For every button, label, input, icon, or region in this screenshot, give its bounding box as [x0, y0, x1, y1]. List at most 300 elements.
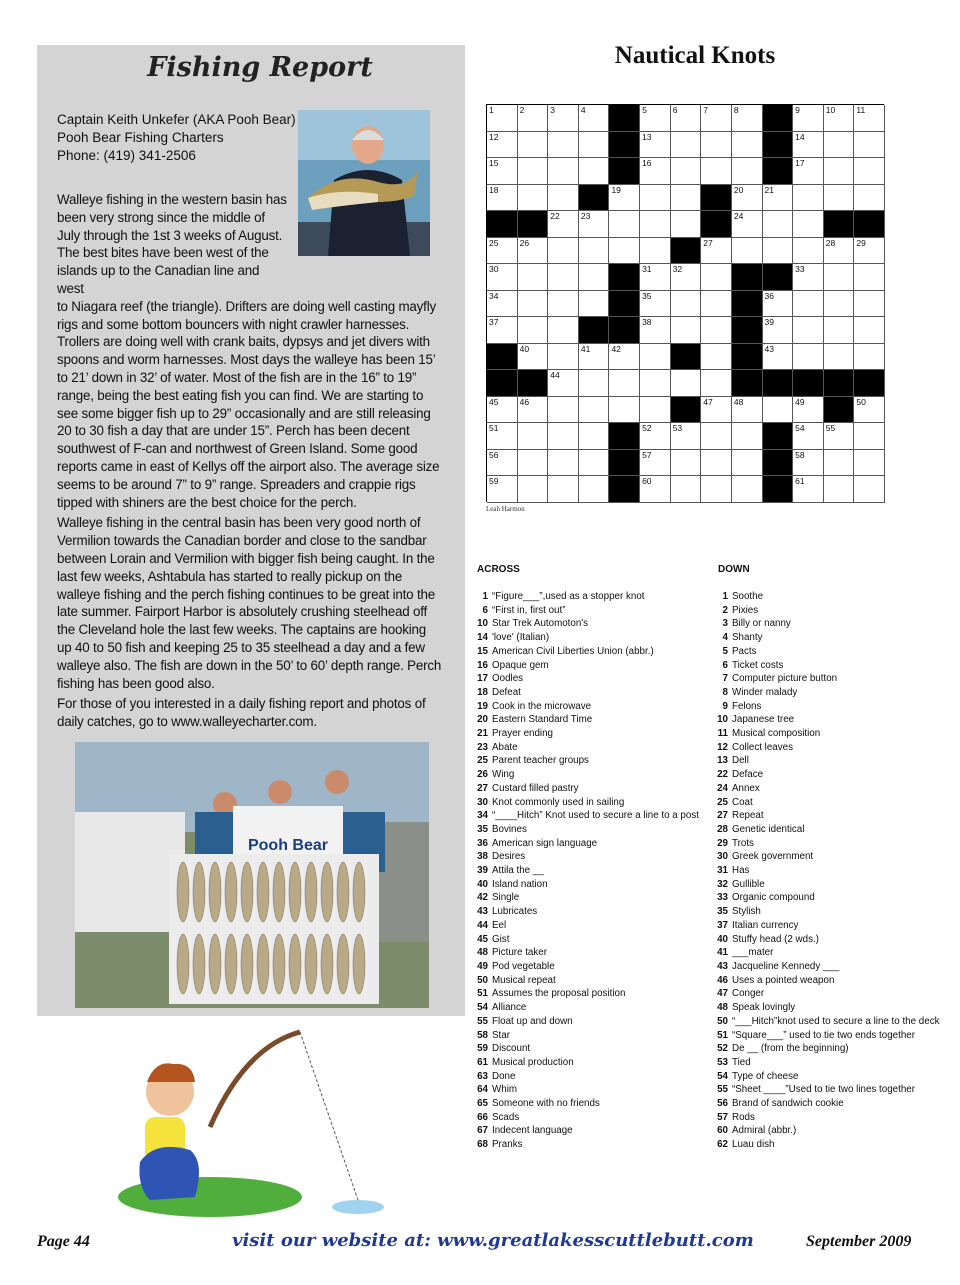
clue-number: 67	[477, 1125, 488, 1137]
clue-number: 5	[722, 645, 728, 657]
clue-item	[714, 933, 940, 947]
cell-number: 36	[764, 290, 774, 301]
grid-cell[interactable]	[824, 344, 855, 371]
grid-cell[interactable]	[763, 185, 794, 212]
clue-number: 49	[477, 960, 488, 972]
clue-number: 32	[717, 878, 728, 890]
clue-item	[714, 1001, 940, 1015]
grid-cell[interactable]	[701, 397, 732, 424]
grid-cell[interactable]	[854, 264, 885, 291]
grid-cell[interactable]	[609, 185, 640, 212]
clue-text: Billy or nanny	[732, 618, 791, 630]
grid-cell[interactable]	[824, 105, 855, 132]
grid-block	[824, 370, 855, 397]
grid-block	[701, 185, 732, 212]
grid-cell[interactable]	[671, 264, 702, 291]
crossword-grid[interactable]	[486, 104, 884, 502]
grid-cell[interactable]	[854, 158, 885, 185]
grid-cell[interactable]	[487, 238, 518, 265]
clue-item	[474, 796, 702, 810]
clue-text: Felons	[732, 700, 762, 712]
clue-number: 57	[717, 1111, 728, 1123]
report-title: Fishing Report	[147, 52, 373, 83]
clue-item	[714, 1138, 940, 1152]
grid-cell[interactable]	[732, 185, 763, 212]
clue-text: Dell	[732, 755, 749, 767]
grid-cell[interactable]	[579, 264, 610, 291]
grid-cell[interactable]	[579, 344, 610, 371]
clue-item	[714, 617, 940, 631]
grid-cell[interactable]	[701, 344, 732, 371]
grid-cell[interactable]	[640, 317, 671, 344]
clue-item	[714, 1097, 940, 1111]
grid-cell[interactable]	[732, 211, 763, 238]
clue-text: Shanty	[732, 632, 763, 644]
grid-cell[interactable]	[640, 450, 671, 477]
clue-number: 36	[477, 837, 488, 849]
clue-number: 43	[477, 906, 488, 918]
grid-cell[interactable]	[579, 397, 610, 424]
grid-cell[interactable]	[640, 211, 671, 238]
grid-cell[interactable]	[640, 238, 671, 265]
cell-number: 59	[489, 476, 499, 487]
grid-cell[interactable]	[701, 450, 732, 477]
clue-number: 62	[717, 1139, 728, 1151]
grid-cell[interactable]	[671, 185, 702, 212]
clue-text: Type of cheese	[732, 1070, 799, 1082]
clue-text: Lubricates	[492, 906, 538, 918]
clue-number: 33	[717, 892, 728, 904]
grid-cell[interactable]	[854, 476, 885, 503]
grid-cell[interactable]	[701, 158, 732, 185]
grid-cell[interactable]	[701, 105, 732, 132]
grid-cell[interactable]	[854, 185, 885, 212]
grid-cell[interactable]	[548, 450, 579, 477]
across-heading: ACROSS	[477, 564, 520, 575]
clue-number: 54	[717, 1070, 728, 1082]
grid-cell[interactable]	[487, 291, 518, 318]
clue-text: Ticket costs	[732, 659, 784, 671]
grid-cell[interactable]	[793, 158, 824, 185]
grid-cell[interactable]	[487, 105, 518, 132]
cell-number: 35	[642, 290, 652, 301]
grid-cell[interactable]	[732, 423, 763, 450]
grid-cell[interactable]	[793, 344, 824, 371]
clue-number: 23	[477, 741, 488, 753]
clue-number: 7	[722, 673, 728, 685]
grid-cell[interactable]	[824, 291, 855, 318]
cell-number: 3	[550, 105, 555, 115]
clue-number: 8	[722, 686, 728, 698]
grid-cell[interactable]	[763, 291, 794, 318]
clue-item	[474, 727, 702, 741]
grid-cell[interactable]	[732, 132, 763, 159]
clue-item	[474, 1124, 702, 1138]
clue-text: Conger	[732, 988, 765, 1000]
grid-cell[interactable]	[824, 158, 855, 185]
grid-cell[interactable]	[701, 238, 732, 265]
clue-item	[714, 1056, 940, 1070]
grid-cell[interactable]	[671, 317, 702, 344]
grid-block	[732, 344, 763, 371]
clue-item	[714, 823, 940, 837]
clue-text: Cook in the microwave	[492, 700, 592, 712]
grid-cell[interactable]	[763, 397, 794, 424]
grid-cell[interactable]	[548, 397, 579, 424]
page-number: Page 44	[37, 1233, 90, 1250]
grid-cell[interactable]	[579, 132, 610, 159]
grid-cell[interactable]	[548, 344, 579, 371]
cell-number: 22	[550, 211, 560, 222]
clue-text: “First in, first out”	[492, 604, 566, 616]
cell-number: 6	[672, 105, 678, 115]
grid-cell[interactable]	[671, 105, 702, 132]
clue-item	[714, 1124, 940, 1138]
grid-cell[interactable]	[640, 423, 671, 450]
grid-cell[interactable]	[487, 450, 518, 477]
grid-cell[interactable]	[640, 158, 671, 185]
cell-number: 24	[733, 211, 744, 222]
grid-cell[interactable]	[518, 264, 549, 291]
grid-cell[interactable]	[548, 132, 579, 159]
clue-item	[714, 686, 940, 700]
grid-block	[732, 370, 763, 397]
grid-cell[interactable]	[640, 370, 671, 397]
cell-number: 54	[795, 423, 805, 434]
clue-item	[714, 1015, 940, 1029]
clue-item	[474, 1042, 702, 1056]
grid-cell[interactable]	[854, 317, 885, 344]
clue-number: 21	[477, 728, 488, 740]
grid-cell[interactable]	[824, 450, 855, 477]
grid-cell[interactable]	[793, 476, 824, 503]
grid-cell[interactable]	[671, 291, 702, 318]
grid-cell[interactable]	[579, 450, 610, 477]
grid-cell[interactable]	[671, 423, 702, 450]
grid-cell[interactable]	[793, 317, 824, 344]
clue-text: Stylish	[732, 906, 761, 918]
paragraph-3: For those of you interested in a daily fishing report and photos of daily catches, go to www.walleyecharter.com.	[57, 696, 426, 730]
clue-item	[474, 1083, 702, 1097]
grid-cell[interactable]	[640, 264, 671, 291]
clue-text: Custard filled pastry	[492, 782, 579, 794]
clue-number: 3	[722, 618, 728, 630]
grid-cell[interactable]	[640, 397, 671, 424]
grid-cell[interactable]	[763, 238, 794, 265]
clue-number: 1	[722, 591, 728, 602]
clue-number: 39	[477, 865, 488, 877]
grid-cell[interactable]	[640, 132, 671, 159]
grid-cell[interactable]	[640, 105, 671, 132]
clue-number: 59	[477, 1043, 488, 1055]
grid-cell[interactable]	[824, 476, 855, 503]
grid-cell[interactable]	[548, 185, 579, 212]
grid-cell[interactable]	[793, 105, 824, 132]
grid-cell[interactable]	[579, 158, 610, 185]
clue-item	[714, 864, 940, 878]
grid-cell[interactable]	[518, 238, 549, 265]
grid-cell[interactable]	[640, 185, 671, 212]
grid-cell[interactable]	[487, 317, 518, 344]
clue-item	[714, 960, 940, 974]
grid-cell[interactable]	[824, 317, 855, 344]
clue-text: Luau dish	[732, 1139, 775, 1151]
clue-number: 43	[717, 960, 728, 972]
clue-number: 18	[477, 686, 488, 698]
website-link[interactable]: visit our website at: www.greatlakesscuttlebutt.com	[232, 1230, 754, 1251]
clue-number: 19	[477, 700, 488, 712]
grid-cell[interactable]	[548, 264, 579, 291]
cell-number: 15	[489, 158, 499, 169]
grid-block	[609, 450, 640, 477]
grid-cell[interactable]	[579, 423, 610, 450]
grid-cell[interactable]	[824, 132, 855, 159]
grid-cell[interactable]	[824, 264, 855, 291]
grid-cell[interactable]	[701, 264, 732, 291]
grid-cell[interactable]	[854, 423, 885, 450]
cell-number: 4	[580, 105, 586, 115]
clue-number: 10	[477, 618, 488, 630]
grid-cell[interactable]	[824, 238, 855, 265]
grid-cell[interactable]	[732, 450, 763, 477]
grid-block	[701, 211, 732, 238]
grid-cell[interactable]	[854, 291, 885, 318]
clue-number: 6	[482, 604, 488, 616]
cell-number: 33	[795, 264, 805, 275]
grid-cell[interactable]	[793, 185, 824, 212]
grid-cell[interactable]	[518, 158, 549, 185]
grid-cell[interactable]	[701, 476, 732, 503]
grid-cell[interactable]	[701, 317, 732, 344]
clue-number: 45	[477, 933, 488, 945]
grid-cell[interactable]	[518, 132, 549, 159]
grid-cell[interactable]	[854, 238, 885, 265]
grid-cell[interactable]	[548, 476, 579, 503]
clue-text: Prayer ending	[492, 728, 553, 740]
clue-item	[714, 700, 940, 714]
cell-number: 46	[519, 396, 530, 407]
grid-block	[518, 370, 549, 397]
grid-cell[interactable]	[793, 132, 824, 159]
cell-number: 31	[642, 264, 652, 275]
clue-item	[474, 1097, 702, 1111]
clue-item	[474, 974, 702, 988]
grid-cell[interactable]	[793, 450, 824, 477]
grid-cell[interactable]	[518, 423, 549, 450]
grid-cell[interactable]	[518, 344, 549, 371]
grid-block	[763, 450, 794, 477]
grid-cell[interactable]	[487, 423, 518, 450]
clue-text: Repeat	[732, 810, 764, 822]
cell-number: 9	[795, 105, 800, 115]
clue-number: 55	[717, 1084, 728, 1096]
clue-item	[474, 933, 702, 947]
grid-cell[interactable]	[579, 238, 610, 265]
grid-cell[interactable]	[671, 132, 702, 159]
clue-text: Oodles	[492, 673, 524, 685]
grid-cell[interactable]	[854, 344, 885, 371]
grid-cell[interactable]	[609, 211, 640, 238]
cell-number: 60	[642, 476, 652, 487]
cell-number: 37	[489, 317, 499, 328]
grid-cell[interactable]	[763, 344, 794, 371]
grid-cell[interactable]	[518, 185, 549, 212]
clue-item	[714, 645, 940, 659]
clue-item	[714, 878, 940, 892]
grid-cell[interactable]	[763, 317, 794, 344]
clue-number: 53	[717, 1056, 728, 1068]
clue-item	[474, 987, 702, 1001]
clue-number: 66	[477, 1111, 488, 1123]
clue-item	[474, 837, 702, 851]
grid-cell[interactable]	[854, 450, 885, 477]
clue-text: Alliance	[492, 1002, 527, 1014]
grid-block	[732, 291, 763, 318]
grid-cell[interactable]	[701, 370, 732, 397]
grid-cell[interactable]	[579, 370, 610, 397]
grid-cell[interactable]	[824, 185, 855, 212]
clue-text: Picture taker	[492, 947, 547, 959]
grid-cell[interactable]	[548, 158, 579, 185]
clue-number: 6	[722, 659, 728, 671]
grid-cell[interactable]	[793, 238, 824, 265]
grid-cell[interactable]	[824, 423, 855, 450]
grid-cell[interactable]	[609, 370, 640, 397]
clue-number: 13	[717, 755, 728, 767]
grid-cell[interactable]	[579, 105, 610, 132]
clue-number: 65	[477, 1098, 488, 1110]
clue-item	[714, 837, 940, 851]
grid-cell[interactable]	[487, 158, 518, 185]
grid-cell[interactable]	[548, 291, 579, 318]
clue-number: 25	[477, 755, 488, 767]
grid-cell[interactable]	[487, 397, 518, 424]
grid-cell[interactable]	[487, 132, 518, 159]
grid-cell[interactable]	[487, 264, 518, 291]
cell-number: 43	[764, 343, 774, 354]
clue-number: 47	[717, 988, 728, 1000]
grid-block	[854, 370, 885, 397]
clue-item	[474, 809, 702, 823]
grid-cell[interactable]	[518, 105, 549, 132]
grid-cell[interactable]	[793, 397, 824, 424]
clue-item	[474, 1111, 702, 1125]
cell-number: 53	[672, 423, 683, 434]
grid-cell[interactable]	[579, 291, 610, 318]
grid-cell[interactable]	[701, 423, 732, 450]
grid-cell[interactable]	[793, 211, 824, 238]
grid-cell[interactable]	[487, 476, 518, 503]
clue-text: Done	[492, 1070, 516, 1082]
grid-block	[763, 158, 794, 185]
grid-cell[interactable]	[854, 397, 885, 424]
grid-cell[interactable]	[671, 211, 702, 238]
grid-block	[609, 423, 640, 450]
clue-item	[474, 1029, 702, 1043]
clue-item	[714, 672, 940, 686]
clue-number: 17	[477, 673, 488, 685]
grid-cell[interactable]	[609, 238, 640, 265]
grid-cell[interactable]	[732, 238, 763, 265]
grid-cell[interactable]	[548, 317, 579, 344]
grid-cell[interactable]	[793, 291, 824, 318]
clue-text: Rods	[732, 1111, 755, 1123]
grid-cell[interactable]	[732, 476, 763, 503]
grid-cell[interactable]	[609, 397, 640, 424]
grid-cell[interactable]	[518, 450, 549, 477]
clue-number: 31	[717, 865, 728, 877]
grid-cell[interactable]	[671, 370, 702, 397]
captain-name: Captain Keith Unkefer (AKA Pooh Bear)	[57, 112, 296, 127]
clue-number: 37	[717, 919, 728, 931]
grid-cell[interactable]	[548, 238, 579, 265]
grid-cell[interactable]	[640, 291, 671, 318]
grid-cell[interactable]	[518, 317, 549, 344]
grid-cell[interactable]	[732, 158, 763, 185]
clue-text: Has	[732, 865, 750, 877]
grid-cell[interactable]	[763, 211, 794, 238]
grid-cell[interactable]	[518, 476, 549, 503]
clue-item	[714, 604, 940, 618]
grid-cell[interactable]	[732, 397, 763, 424]
grid-cell[interactable]	[854, 132, 885, 159]
grid-cell[interactable]	[793, 423, 824, 450]
grid-cell[interactable]	[609, 344, 640, 371]
cell-number: 45	[489, 396, 499, 407]
grid-cell[interactable]	[671, 476, 702, 503]
grid-cell[interactable]	[579, 211, 610, 238]
across-clues	[474, 590, 702, 1152]
clue-number: 51	[717, 1029, 728, 1041]
grid-cell[interactable]	[548, 370, 579, 397]
clue-item	[474, 604, 702, 618]
grid-cell[interactable]	[671, 450, 702, 477]
grid-cell[interactable]	[732, 105, 763, 132]
clue-number: 28	[717, 823, 728, 835]
clue-number: 51	[477, 988, 488, 1000]
clue-number: 14	[477, 632, 488, 644]
grid-cell[interactable]	[640, 344, 671, 371]
grid-cell[interactable]	[518, 291, 549, 318]
grid-cell[interactable]	[701, 132, 732, 159]
clue-text: Musical repeat	[492, 974, 556, 986]
grid-cell[interactable]	[793, 264, 824, 291]
clue-text: “____Hitch” Knot used to secure a line to a post	[492, 810, 699, 822]
grid-cell[interactable]	[640, 476, 671, 503]
clue-item	[714, 713, 940, 727]
grid-cell[interactable]	[671, 158, 702, 185]
grid-block	[824, 211, 855, 238]
grid-cell[interactable]	[548, 423, 579, 450]
clue-item	[474, 782, 702, 796]
clue-number: 30	[477, 796, 488, 808]
clue-item	[474, 686, 702, 700]
clue-number: 48	[477, 947, 488, 959]
clue-item	[474, 768, 702, 782]
grid-cell[interactable]	[548, 105, 579, 132]
grid-cell[interactable]	[487, 185, 518, 212]
grid-cell[interactable]	[854, 105, 885, 132]
clue-item	[714, 590, 940, 604]
grid-cell[interactable]	[701, 291, 732, 318]
grid-cell[interactable]	[548, 211, 579, 238]
grid-cell[interactable]	[579, 476, 610, 503]
cell-number: 21	[764, 184, 774, 195]
paragraph-1-rest: to Niagara reef (the triangle). Drifters are doing well casting mayfly rigs and some bottom bouncers with night crawler harnesses. Trollers are doing well with crank baits, dypsys and jet divers with spoons and worm harnesses. Most days the walleye has been 15’ to 21’ down in 32’ of water. Most of the fish are in the 16” to 19” range, being the best eating fish you can find. We are starting to see some bigger fish up to 29” occasionally and are still releasing 20 to 30 fish a day that are under 15”. Perch has been decent southwest of F-can and northwest of Green Island. Some good reports came in east of Kellys off the airport also. The average size seems to be around 7” to 9” range. Spreaders and crappie rigs tipped with shiners are the best choice for the perch.	[57, 298, 440, 510]
grid-block	[609, 158, 640, 185]
grid-cell[interactable]	[518, 397, 549, 424]
clue-text: Stuffy head (2 wds.)	[732, 933, 819, 945]
